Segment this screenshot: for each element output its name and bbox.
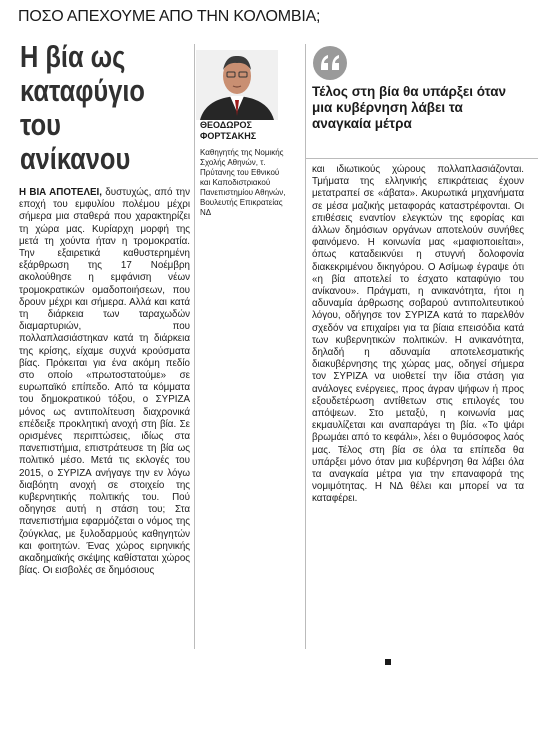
column-divider	[194, 44, 195, 649]
article-column-2	[312, 164, 524, 506]
column-1-text: δυστυχώς, από την εποχή του εμφυλίου πολέμου μέχρι σήμερα μια σταθερά που χαρακτηρίζει τη χώρα μας. Κυρίαρχη μορφή της μετά τη χούντα ήταν η τρομοκρατία. Την εξαιρετικά καθυστερημένη εξάρθρωση της 17 Νοέμβρη ακολούθησε η εμφάνιση νέων τρομοκρατικών ομαδοποιήσεων, που δρουν μέχρι και σήμερα. Αλλά και κατά τη διάρκεια των ταραχωδών διαμαρτυριών, που πολλαπλασιάστηκαν κατά τη διάρκεια της κρίσης, είχαμε συχνά κρούσματα βίας. Πρόκειται για ένα ακόμη πεδίο στο οποίο «πρωτοστατούμε» σε ευρωπαϊκό επίπεδο. Από τα κόμματα του δημοκρατικού τόξου, ο ΣΥΡΙΖΑ μόνος ως αντιπολίτευση διαχρονικά επέδειξε προκλητική ανοχή στη βία. Σε ορισμένες περιπτώσεις, ιδίως στα πανεπιστήμια, επιστράτευσε τη βία ως πολιτικό μέσο. Μετά τις εκλογές του 2015, ο ΣΥΡΙΖΑ ανήγαγε την εν λόγω διαβόητη ανοχή σε στοιχείο της κυβερνητικής πολιτικής του. Πού οδηγησε αυτή η στάση του; Στα πανεπιστήμια εφαρμόζεται ο νόμος της ζούγκλας, με ξυλοδαρμούς καθηγητών και φοιτητών. Ένας χώρος ειρηνικής ακαδημαϊκής σκέψης καθίσταται χώρος βίας. Οι εισβολές σε δημόσιους	[19, 187, 190, 577]
author-name: ΘΕΟΔΩΡΟΣ ΦΟΡΤΣΑΚΗΣ	[200, 120, 257, 141]
end-mark-icon	[385, 652, 391, 658]
article-column-1	[19, 187, 190, 578]
article-headline: Η βία ως καταφύγιο του ανίκανου	[20, 39, 145, 176]
quote-mark-icon	[312, 45, 348, 81]
author-bio: Καθηγητής της Νομικής Σχολής Αθηνών, τ. Πρύτανης του Εθνικού και Καποδιστριακού Πανεπιστημίου Αθηνών, Βουλευτής Επικρατείας ΝΔ	[200, 148, 286, 217]
author-portrait	[196, 50, 278, 120]
pullquote: Τέλος στη βία θα υπάρξει όταν μια κυβέρνηση λάβει τα αναγκαία μέτρα	[312, 84, 507, 131]
section-kicker: ΠΟΣΟ ΑΠΕΧΟΥΜΕ ΑΠΟ ΤΗΝ ΚΟΛΟΜΒΙΑ;	[18, 8, 321, 25]
column-2-text: και ιδιωτικούς χώρους πολλαπλασιάζονται. Τμήματα της ελληνικής επικράτειας έχουν μετατραπεί σε «άβατα». Ακυρωτικά μηχανήματα σε μέσα μαζικής μεταφοράς καταστρέφονται. Οι επιθέσεις εναντίον ελεγκτών της εφορίας και άλλων δημόσιων οργάνων αποτελούν συνήθες φαινόμενο. Η κοινωνία μας «μαφιοποιείται», όπως καταδεικνύει η στυγνή δολοφονία διακεκριμένου δικηγόρου. Ο Ασίμωφ έγραψε ότι «η βία αποτελεί το έσχατο καταφύγιο του ανίκανου». Πράγματι, η ανικανότητα, ήτοι η αδυναμία άρθρωσης σοβαρού αντιπολιτευτικού λόγου, οδήγησε τον ΣΥΡΙΖΑ κατά το παρελθόν σχεδόν να επιχαίρει για τα βίαια επεισόδια κατά των κυβερνητικών πολιτικών. Η ανικανότητα, δηλαδή η αδυναμία αποτελεσματικής διακυβέρνησης της χώρας μας, οδηγεί σήμερα τον ΣΥΡΙΖΑ να υιοθετεί την ίδια στάση για ανάλογες ενέργειες, προς άγραν ψήφων ή προς εξουδετέρωση αντίθετων στις επιλογές του απόψεων. Στο μεταξύ, η κοινωνία μας εκμαυλίζεται και αναπαράγει τη βία. «Το ψάρι βρωμάει από το κεφάλι», λέει ο θυμόσοφος λαός μας. Τέλος στη βία σε όλα τα επίπεδα θα υπάρξει μόνο όταν μια κυβέρνηση θα λάβει όλα τα αναγκαία μέτρα για την επαναφορά της νομιμότητας. Η ΝΔ θέλει και μπορεί να τα καταφέρει.	[312, 164, 524, 505]
lead-in: Η ΒΙΑ ΑΠΟΤΕΛΕΙ,	[19, 187, 102, 198]
pullquote-divider	[305, 158, 538, 159]
column-divider	[305, 44, 306, 649]
